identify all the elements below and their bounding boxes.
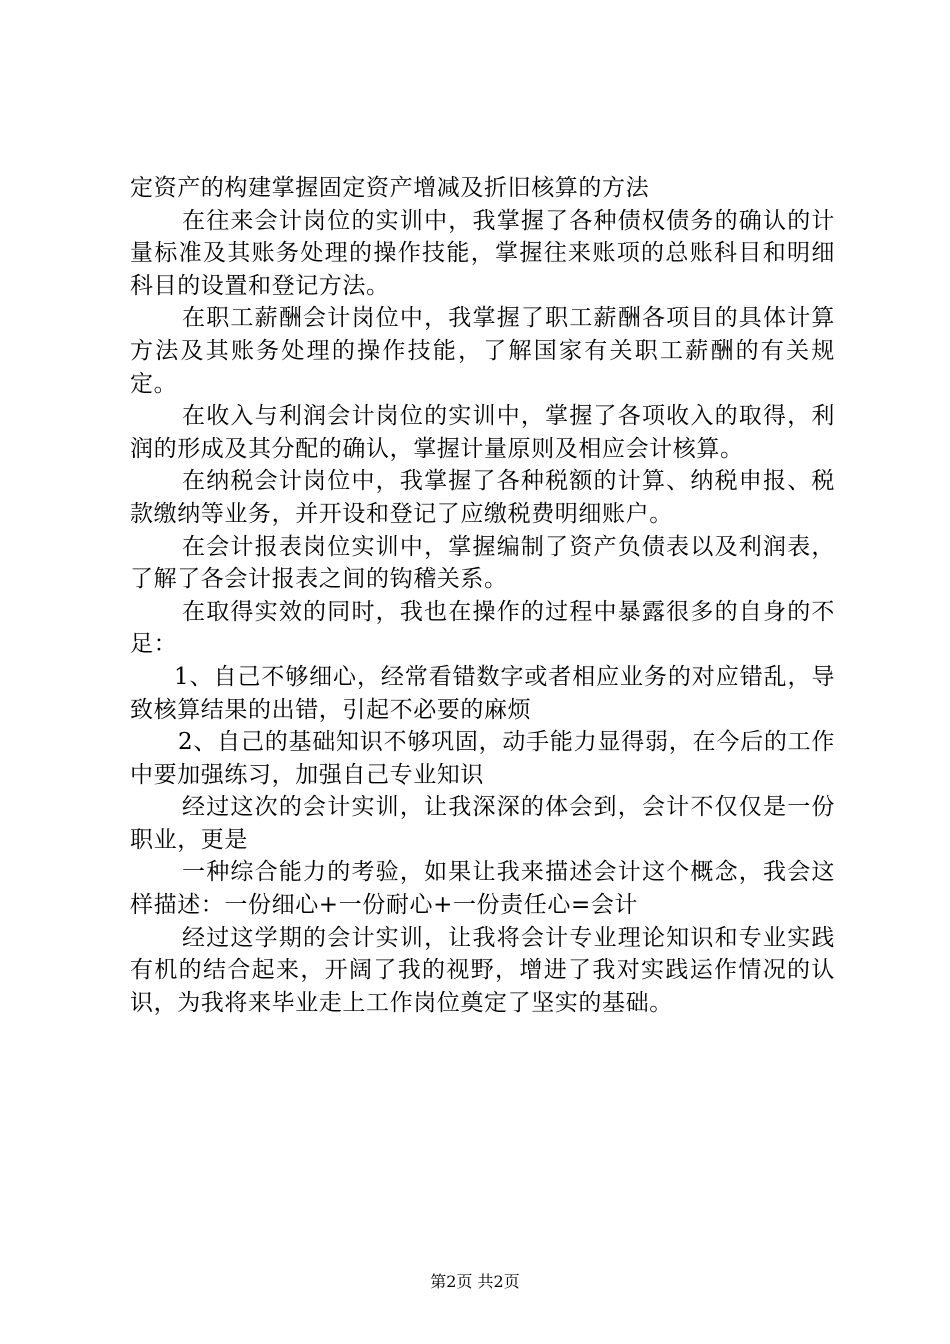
page-number-footer: 第2页 共2页: [430, 1272, 520, 1291]
paragraph-definition: 一种综合能力的考验，如果让我来描述会计这个概念，我会这样描述：一份细心+一份耐心+一份责任心=会计: [130, 859, 835, 919]
paragraph-receivables: 在往来会计岗位的实训中，我掌握了各种债权债务的确认的计量标准及其账务处理的操作技能，掌握往来账项的总账科目和明细科目的设置和登记方法。: [130, 207, 835, 299]
list-item-1: 1、自己不够细心，经常看错数字或者相应业务的对应错乱，导致核算结果的出错，引起不必要的麻烦: [130, 663, 835, 723]
paragraph-tax: 在纳税会计岗位中，我掌握了各种税额的计算、纳税申报、税款缴纳等业务，并开设和登记了应缴税费明细账户。: [130, 468, 835, 527]
paragraph-reflection: 经过这次的会计实训，让我深深的体会到，会计不仅仅是一份职业，更是: [130, 794, 835, 853]
document-body: [130, 172, 835, 1019]
list-item-2: 2、自己的基础知识不够巩固，动手能力显得弱，在今后的工作中要加强练习，加强自己专业知识: [130, 729, 835, 788]
paragraph-revenue-profit: 在收入与利润会计岗位的实训中，掌握了各项收入的取得，利润的形成及其分配的确认，掌握计量原则及相应会计核算。: [130, 403, 835, 462]
paragraph-shortcomings: 在取得实效的同时，我也在操作的过程中暴露很多的自身的不足：: [130, 598, 835, 658]
paragraph-reports: 在会计报表岗位实训中，掌握编制了资产负债表以及利润表，了解了各会计报表之间的钩稽关系。: [130, 533, 835, 593]
paragraph-payroll: 在职工薪酬会计岗位中，我掌握了职工薪酬各项目的具体计算方法及其账务处理的操作技能，了解国家有关职工薪酬的有关规定。: [130, 305, 835, 397]
paragraph-conclusion: 经过这学期的会计实训，让我将会计专业理论知识和专业实践有机的结合起来，开阔了我的视野，增进了我对实践运作情况的认识，为我将来毕业走上工作岗位奠定了坚实的基础。: [130, 924, 835, 1016]
paragraph-continuation: 定资产的构建掌握固定资产增减及折旧核算的方法: [130, 175, 650, 201]
